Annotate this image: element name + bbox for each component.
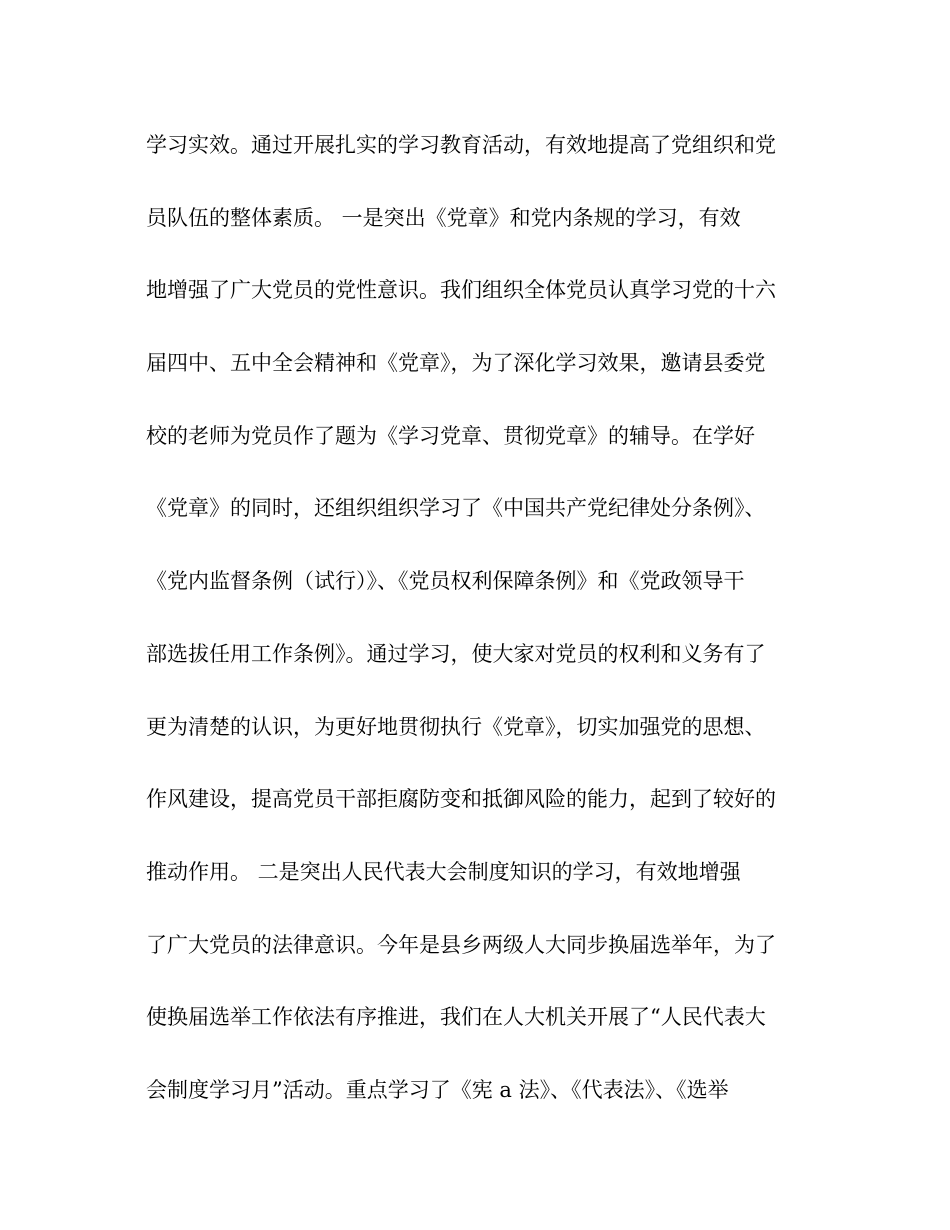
body-text [146, 118, 806, 1136]
text-line: 届四中、五中全会精神和《党章》，为了深化学习效果，邀请县委党 [146, 351, 766, 376]
text-line: 推动作用。 二是突出人民代表大会制度知识的学习，有效地增强 [146, 859, 741, 884]
text-line: 使换届选举工作依法有序推进，我们在人大机关开展了“人民代表大 [146, 1005, 766, 1030]
text-line: 校的老师为党员作了题为《学习党章、贯彻党章》的辅导。在学好 [146, 423, 755, 448]
text-line: 会制度学习月”活动。重点学习了《宪 a 法》、《代表法》、《选举 [146, 1077, 729, 1102]
text-line: 更为清楚的认识，为更好地贯彻执行《党章》，切实加强党的思想、 [146, 714, 766, 739]
text-line: 《党章》的同时，还组织组织学习了《中国共产党纪律处分条例》、 [146, 496, 766, 521]
text-line: 地增强了广大党员的党性意识。我们组织全体党员认真学习党的十六 [146, 278, 776, 303]
text-line: 部选拔任用工作条例》。通过学习，使大家对党员的权利和义务有了 [146, 641, 766, 666]
text-line: 《党内监督条例（试行）》、《党员权利保障条例》和《党政领导干 [146, 569, 745, 594]
text-line: 了广大党员的法律意识。今年是县乡两级人大同步换届选举年，为了 [146, 932, 776, 957]
text-line: 作风建设，提高党员干部拒腐防变和抵御风险的能力，起到了较好的 [146, 787, 776, 812]
text-line: 学习实效。通过开展扎实的学习教育活动，有效地提高了党组织和党 [146, 133, 776, 157]
text-line: 员队伍的整体素质。 一是突出《党章》和党内条规的学习，有效 [146, 205, 741, 230]
